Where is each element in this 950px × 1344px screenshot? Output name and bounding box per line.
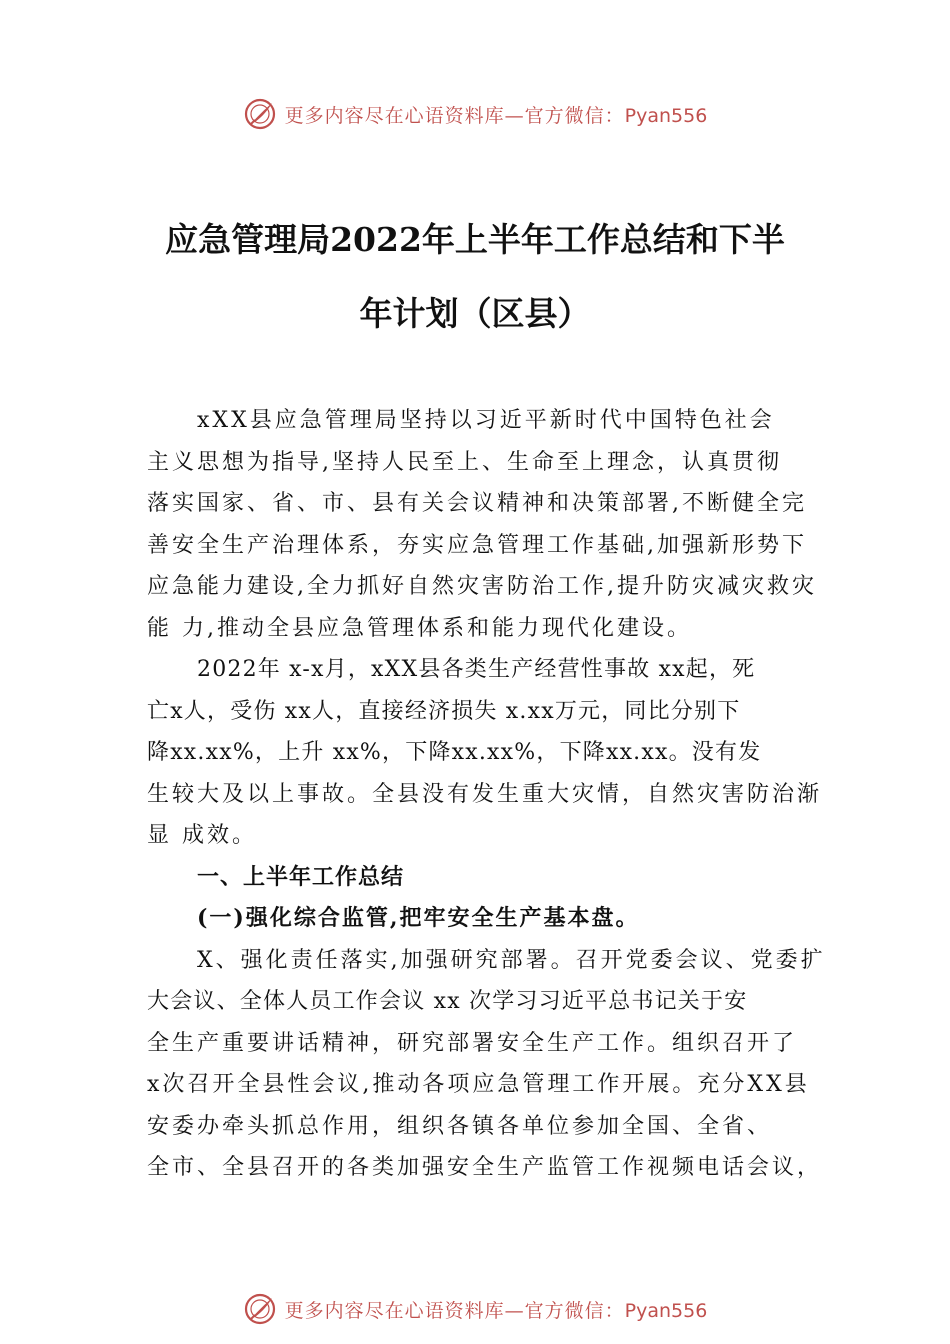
paragraph-line: 大会议、全体人员工作会议 xx 次学习习近平总书记关于安 [147,989,748,1014]
document-body [147,400,826,1189]
quill-seal-icon [243,97,277,131]
paragraph-line: x次召开全县性会议,推动各项应急管理工作开展。充分XX县 [147,1072,810,1097]
intro-line: 能 力,推动全县应急管理体系和能力现代化建设。 [147,615,692,641]
watermark-text: 更多内容尽在心语资料库—官方微信：Pyan556 [284,1299,708,1322]
watermark-wechat-id: Pyan556 [624,1299,708,1322]
watermark-wechat-id: Pyan556 [624,104,708,127]
stats-line: 2022年 x-x月，xXX县各类生产经营性事故 xx起，死 [197,657,756,682]
intro-line: 落实国家、省、市、县有关会议精神和决策部署,不断健全完 [147,491,807,516]
paragraph-line: 全市、全县召开的各类加强安全生产监管工作视频电话会议， [147,1155,823,1180]
document-title-line-1: 应急管理局2022年上半年工作总结和下半 [165,220,785,259]
paragraph-line: X、强化责任落实,加强研究部署。召开党委会议、党委扩 [197,947,826,973]
paragraph-line: 全生产重要讲话精神，研究部署安全生产工作。组织召开了 [147,1030,798,1056]
intro-line: 善安全生产治理体系，夯实应急管理工作基础,加强新形势下 [147,532,807,558]
subsection-heading: (一)强化综合监管,把牢安全生产基本盘。 [197,905,640,931]
document-title-line-2: 年计划（区县） [359,294,591,333]
intro-line: xXX县应急管理局坚持以习近平新时代中国特色社会 [197,408,775,433]
header-watermark [0,94,950,134]
intro-line: 应急能力建设,全力抓好自然灾害防治工作,提升防灾减灾救灾 [147,574,817,599]
section-heading: 一、上半年工作总结 [197,864,405,890]
watermark-text: 更多内容尽在心语资料库—官方微信：Pyan556 [284,104,708,127]
stats-line: 生较大及以上事故。全县没有发生重大灾情，自然灾害防治渐 [147,781,823,807]
paragraph-line: 安委办牵头抓总作用，组织各镇各单位参加全国、全省、 [147,1113,773,1139]
stats-line: 亡x人，受伤 xx人，直接经济损失 x.xx万元，同比分别下 [147,698,741,724]
intro-line: 主义思想为指导,坚持人民至上、生命至上理念，认真贯彻 [147,449,782,475]
stats-line: 降xx.xx%，上升 xx%，下降xx.xx%，下降xx.xx。没有发 [147,740,762,765]
quill-seal-icon [243,1292,277,1326]
footer-watermark [0,1289,950,1329]
stats-line: 显 成效。 [147,823,257,848]
